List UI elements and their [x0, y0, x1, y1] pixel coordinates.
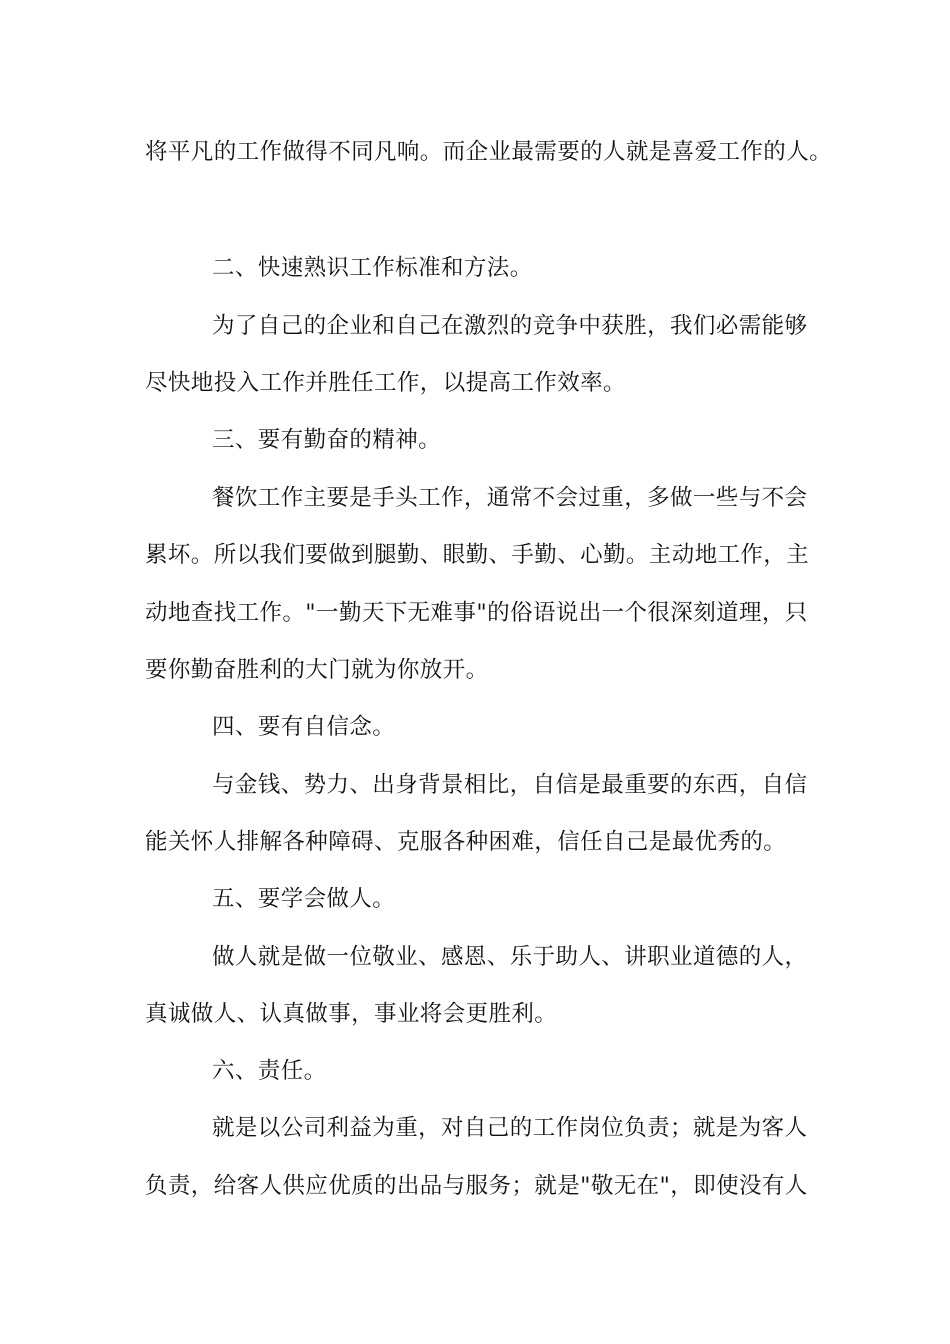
section-heading: 四、要有自信念。: [212, 714, 396, 740]
text-line: 做人就是做一位敬业、感恩、乐于助人、讲职业道德的人，: [212, 944, 808, 970]
text-line: 动地查找工作。"一勤天下无难事"的俗语说出一个很深刻道理，只: [145, 600, 808, 626]
text-line: 累坏。所以我们要做到腿勤、眼勤、手勤、心勤。主动地工作，主: [145, 542, 810, 568]
text-line: 与金钱、势力、出身背景相比，自信是最重要的东西，自信: [212, 772, 808, 798]
text-line: 尽快地投入工作并胜任工作，以提高工作效率。: [145, 370, 626, 396]
text-line: 将平凡的工作做得不同凡响。而企业最需要的人就是喜爱工作的人。: [145, 139, 833, 165]
text-line: 负责，给客人供应优质的出品与服务；就是"敬无在"，即使没有人: [145, 1173, 808, 1199]
text-line: 能关怀人排解各种障碍、克服各种困难，信任自己是最优秀的。: [145, 829, 787, 855]
section-heading: 六、责任。: [212, 1058, 327, 1084]
text-line: 要你勤奋胜利的大门就为你放开。: [145, 657, 489, 683]
section-heading: 三、要有勤奋的精神。: [212, 427, 442, 453]
text-line: 就是以公司利益为重，对自己的工作岗位负责；就是为客人: [212, 1115, 808, 1141]
section-heading: 二、快速熟识工作标准和方法。: [212, 255, 533, 281]
text-line: 真诚做人、认真做事，事业将会更胜利。: [145, 1001, 558, 1027]
section-heading: 五、要学会做人。: [212, 886, 396, 912]
text-line: 餐饮工作主要是手头工作，通常不会过重，多做一些与不会: [212, 485, 808, 511]
text-line: 为了自己的企业和自己在激烈的竞争中获胜，我们必需能够: [212, 313, 808, 339]
